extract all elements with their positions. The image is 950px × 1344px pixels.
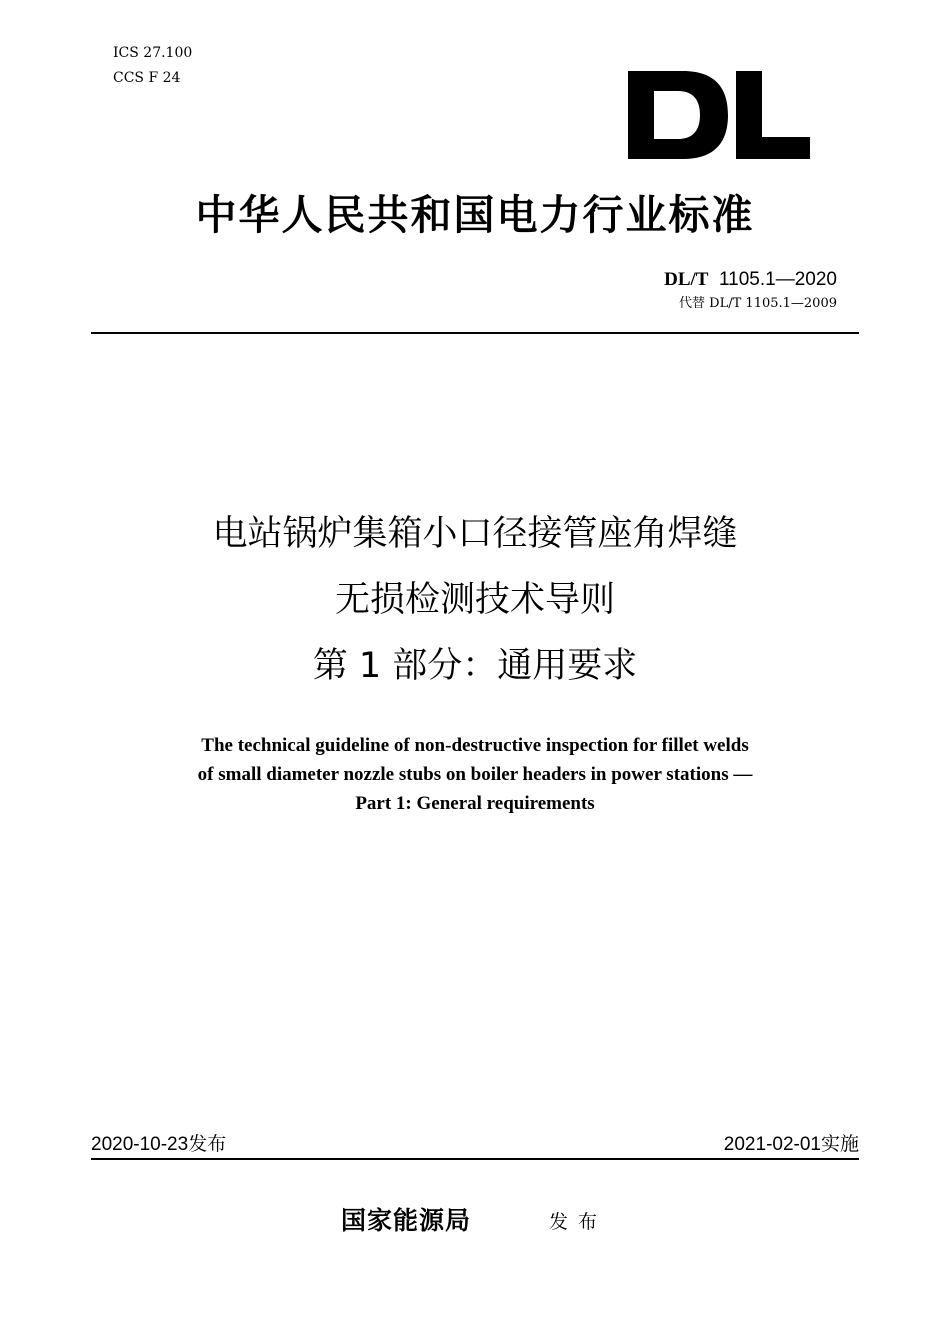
top-divider [91, 332, 859, 334]
industry-standard-title: 中华人民共和国电力行业标准 [195, 191, 755, 239]
dl-logo-letter-d [628, 71, 728, 159]
english-title-line-2: of small diameter nozzle stubs on boiler headers in power stations — [197, 764, 753, 785]
publisher-name: 国家能源局 [341, 1206, 472, 1235]
english-title-line-3: Part 1: General requirements [355, 793, 595, 814]
english-title-line-1: The technical guideline of non-destructive inspection for fillet welds [201, 735, 749, 756]
effective-date: 2021-02-01实施 [723, 1134, 859, 1155]
chinese-title-line-1: 电站锅炉集箱小口径接管座角焊缝 [212, 514, 738, 554]
replaces-standard: 代替 DL/T 1105.1—2009 [679, 296, 837, 311]
issue-date: 2020-10-23发布 [91, 1134, 227, 1155]
bottom-divider [91, 1158, 859, 1160]
chinese-title-line-3: 第 1 部分：通用要求 [312, 646, 638, 686]
ccs-code: CCS F 24 [113, 70, 181, 86]
ics-code: ICS 27.100 [113, 45, 193, 61]
chinese-title-line-2: 无损检测技术导则 [334, 580, 615, 620]
standard-number-prefix: DL/T [664, 269, 709, 290]
standard-number [664, 268, 837, 292]
standard-number-value: 1105.1—2020 [719, 269, 837, 290]
dl-logo-letter-l [736, 71, 810, 159]
publish-label: 发布 [549, 1211, 608, 1233]
dl-logo [628, 71, 810, 159]
